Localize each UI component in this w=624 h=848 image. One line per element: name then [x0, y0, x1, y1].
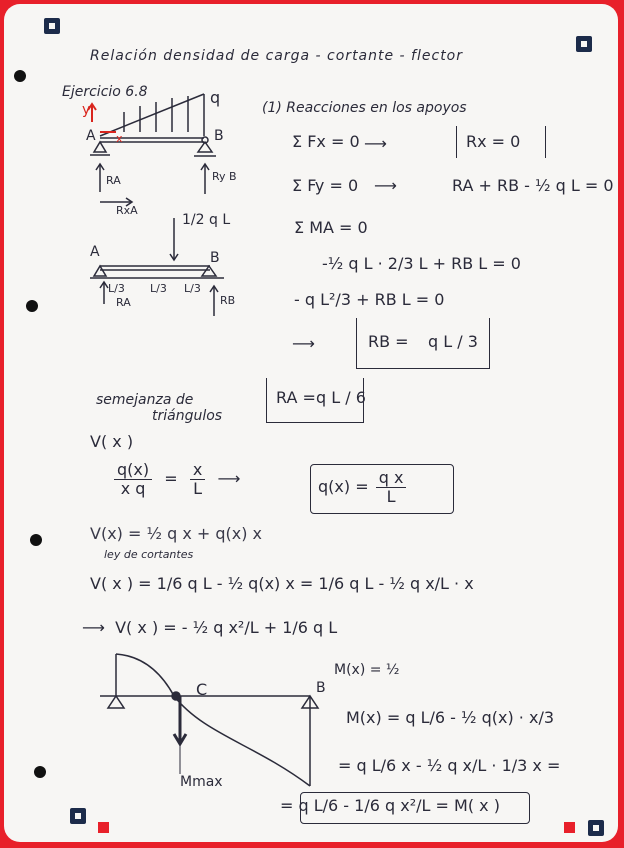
rb-label-1: Ry B	[212, 170, 237, 183]
node-b-1: B	[214, 128, 224, 144]
moment-eq: -½ q L · 2/3 L + RB L = 0	[322, 254, 521, 273]
ratio-rhs-den: L	[193, 479, 203, 498]
node-a-2: A	[90, 244, 100, 260]
diagram-curve	[116, 654, 310, 786]
v-equation-2-text: V( x ) = - ½ q x²/L + 1/6 q L	[115, 618, 338, 637]
similarity-line-1: semejanza de	[96, 392, 194, 408]
rxa-label: RxA	[116, 204, 138, 217]
moment-eq-2: - q L²/3 + RB L = 0	[294, 290, 445, 309]
axis-x-label: x	[116, 132, 123, 145]
segment-1: L/3	[108, 282, 125, 295]
arrow-icon: ⟶	[292, 334, 315, 353]
ratio-lhs-den: x q	[120, 479, 146, 498]
ratio-equation: $\frac{q(x)}{\text{x q}}$ = $\frac{x}{L}$ ⟶	[112, 462, 240, 497]
arrow-icon: ⟶	[374, 176, 397, 195]
ra-label: RA =	[276, 388, 316, 407]
sum-fy: Σ Fy = 0	[292, 176, 359, 195]
axis-y-label: y	[82, 102, 91, 118]
moment-line-1: M(x) = q L/6 - ½ q(x) · x/3	[346, 708, 555, 727]
arrow-icon: ⟶	[364, 134, 387, 153]
v-equation-2	[82, 618, 337, 637]
support-a-2	[94, 266, 106, 276]
segment-2: L/3	[150, 282, 167, 295]
force-label: 1/2 q L	[182, 212, 231, 228]
rx-result: Rx = 0	[466, 132, 521, 151]
ratio-lhs-num: q(x)	[114, 462, 152, 480]
point-b-label: B	[316, 680, 326, 696]
v-equation-1: V( x ) = 1/6 q L - ½ q(x) x = 1/6 q L - ½ q x/L · x	[90, 574, 474, 593]
ra-label-1: RA	[106, 174, 121, 187]
diagram-support-a	[108, 696, 124, 708]
notebook-page	[4, 4, 618, 842]
sum-ma: Σ MA = 0	[294, 218, 368, 237]
node-b-2: B	[210, 250, 220, 266]
load-q-label: q	[210, 88, 221, 107]
sum-fx: Σ Fx = 0	[292, 132, 360, 151]
ratio-rhs-num: x	[190, 462, 205, 480]
arrow-icon: ⟶	[82, 618, 116, 637]
q-result	[318, 470, 408, 505]
page-title: Relación densidad de carga - cortante - flector	[90, 48, 463, 64]
node-a-1: A	[86, 128, 96, 144]
exercise-label: Ejercicio 6.8	[62, 84, 148, 100]
q-num: q x	[376, 470, 407, 488]
fy-result: RA + RB - ½ q L = 0	[452, 176, 614, 195]
moment-line-3: = q L/6 - 1/6 q x²/L = M( x )	[280, 796, 500, 815]
reactions-heading: (1) Reacciones en los apoyos	[262, 100, 467, 116]
v-of-x: V( x )	[90, 432, 134, 451]
ra-value: q L / 6	[316, 388, 366, 407]
rb-label: RB =	[368, 332, 409, 351]
rb-value: q L / 3	[428, 332, 478, 351]
mmax-label: Mmax	[180, 774, 223, 790]
moment-scratch: M(x) = ½	[334, 662, 400, 678]
point-c-label: C	[196, 680, 208, 699]
rb-label-2: RB	[220, 294, 236, 307]
shear-scratch: V(x) = ½ q x + q(x) x	[90, 524, 263, 543]
shear-caption: ley de cortantes	[104, 548, 194, 561]
moment-line-2: = q L/6 x - ½ q x/L · 1/3 x =	[338, 756, 561, 775]
support-b-2	[202, 266, 216, 276]
q-den: L	[386, 487, 396, 506]
q-label: q(x) =	[318, 477, 369, 496]
ra-label-2: RA	[116, 296, 131, 309]
similarity-line-2: triángulos	[152, 408, 223, 424]
segment-3: L/3	[184, 282, 201, 295]
